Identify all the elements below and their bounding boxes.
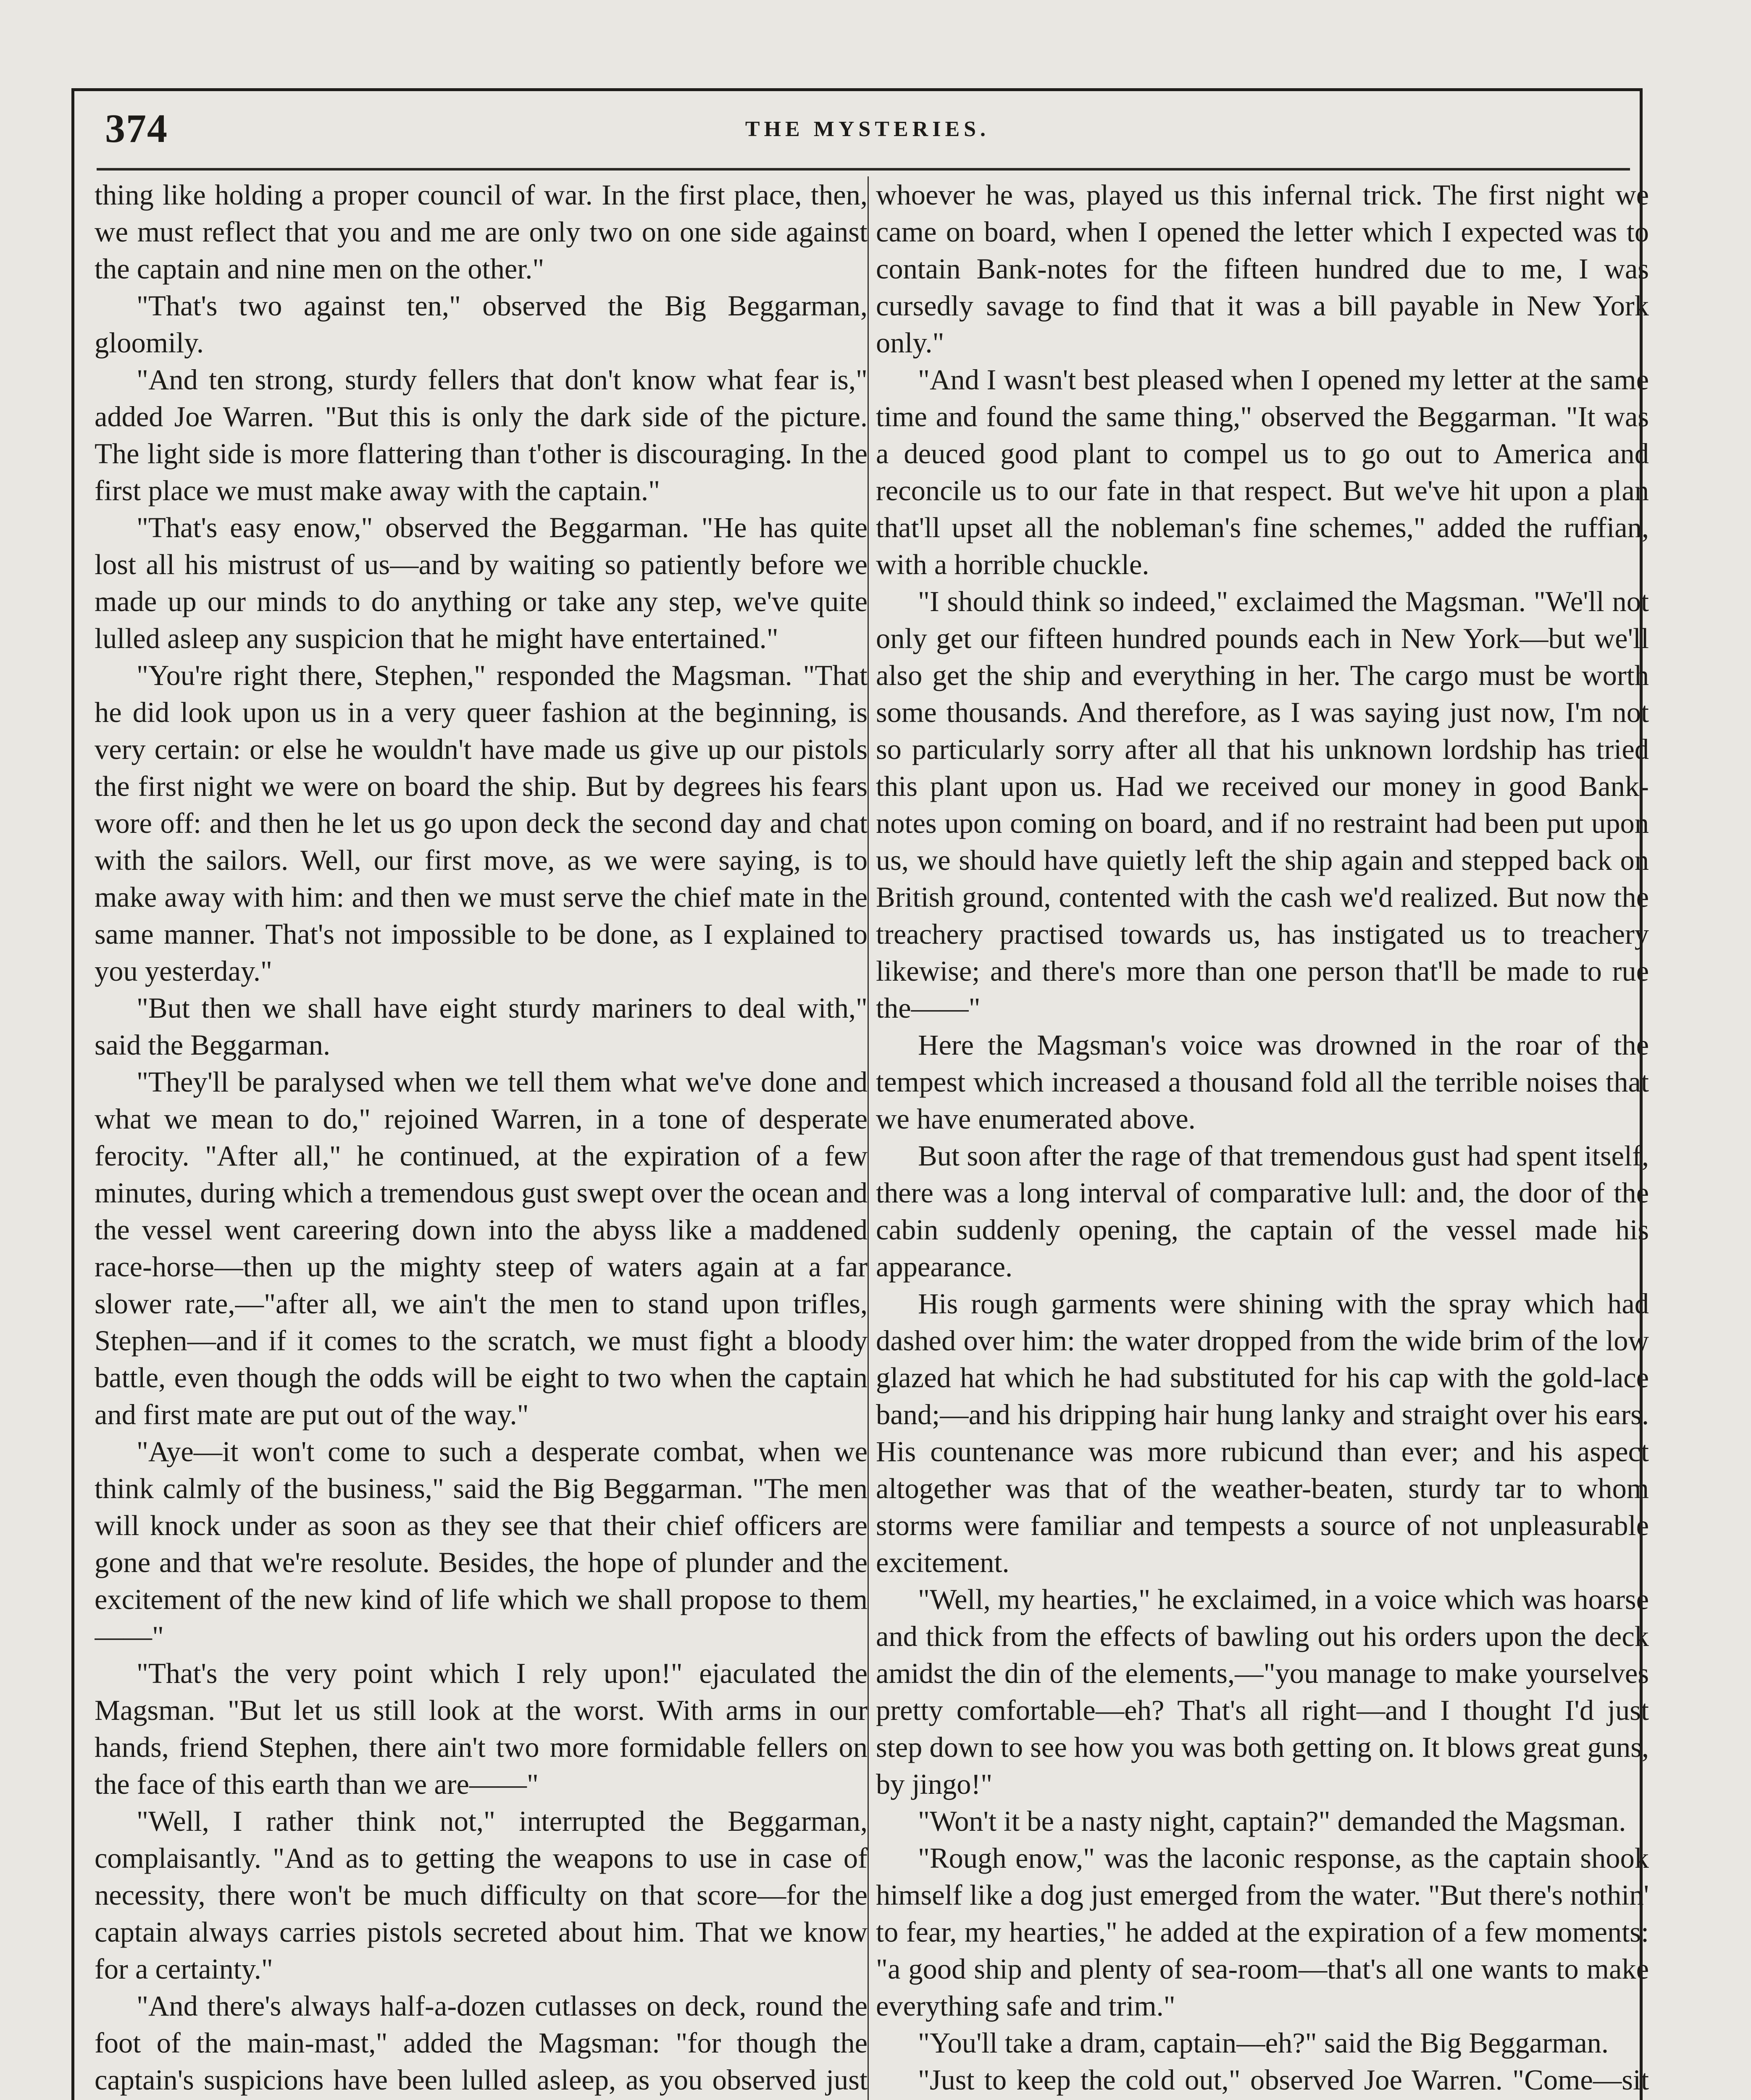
paragraph: "You're right there, Stephen," responded the Magsman. "That he did look upon us in a very queer fashion at the beginning, is very certain: or else he wouldn't have made us give up our pistols the first night we were on board the ship. But by degrees his fears wore off: and then he let us go upon deck the second day and chat with the sailors. Well, our first move, as we were saying, is to make away with him: and then we must serve the chief mate in the same manner. That's not impossible to be done, as I explained to you yesterday." bbox=[95, 659, 868, 987]
page-number: 374 bbox=[105, 106, 168, 151]
running-title: THE MYSTERIES. bbox=[745, 117, 990, 141]
paragraph: "They'll be paralysed when we tell them what we've done and what we mean to do," rejoined Warren, in a tone of desperate ferocity. "After all," he continued, at the expiration of a few minutes, during which a tremendous gust swept over the ocean and the vessel went careering down into the abyss like a maddened race-horse—then up the mighty steep of waters again at a far slower rate,—"after all, we ain't the men to stand upon trifles, Stephen—and if it comes to the scratch, we must fight a bloody battle, even though the odds will be eight to two when the captain and first mate are put out of the way." bbox=[95, 1066, 868, 1431]
paragraph: "I should think so indeed," exclaimed the Magsman. "We'll not only get our fifteen hundred pounds each in New York—but we'll also get the ship and everything in her. The cargo must be worth some thousands. And therefore, as I was saying just now, I'm not so particularly sorry after all that his unknown lordship has tried this plant upon us. Had we received our money in good Bank-notes upon coming on board, and if no restraint had been put upon us, we should have quietly left the ship again and stepped back on British ground, contented with the cash we'd realized. But now the treachery practised towards us, has instigated us to treachery likewise; and there's more than one person that'll be made to rue the——" bbox=[876, 585, 1649, 1024]
header-rule bbox=[97, 168, 1630, 171]
paragraph: "Rough enow," was the laconic response, as the captain shook himself like a dog just emerged from the water. "But there's nothin' to fear, my hearties," he added at the expiration of a few moments: "a good ship and plenty of sea-room—that's all one wants to make everything safe and trim." bbox=[876, 1842, 1649, 2022]
text-column-left bbox=[95, 176, 868, 2100]
paragraph: "Won't it be a nasty night, captain?" demanded the Magsman. bbox=[918, 1805, 1626, 1837]
paragraph: "That's two against ten," observed the Big Beggarman, gloomily. bbox=[95, 290, 868, 359]
paragraph: "That's easy enow," observed the Beggarman. "He has quite lost all his mistrust of us—and by waiting so patiently before we made up our minds to do anything or take any step, we've quite lulled asleep any suspicion that he might have entertained." bbox=[95, 512, 868, 654]
paragraph: "Well, my hearties," he exclaimed, in a voice which was hoarse and thick from the effects of bawling out his orders upon the deck amidst the din of the elements,—"you manage to make yourselves pretty comfortable—eh? That's all right—and I thought I'd just step down to see how you was both getting on. It blows great guns, by jingo!" bbox=[876, 1583, 1649, 1800]
paragraph: "You'll take a dram, captain—eh?" said the Big Beggarman. bbox=[918, 2027, 1609, 2059]
paragraph: "Aye—it won't come to such a desperate combat, when we think calmly of the business," said the Big Beggarman. "The men will knock under as soon as they see that their chief officers are gone and that we're resolute. Besides, the hope of plunder and the excitement of the new kind of life which we shall propose to them——" bbox=[95, 1436, 868, 1652]
paragraph: "Well, I rather think not," interrupted the Beggarman, complaisantly. "And as to getting the weapons to use in case of necessity, there won't be much difficulty on that score—for the captain always carries pistols secreted about him. That we know for a certainty." bbox=[95, 1805, 868, 1985]
text-column-right bbox=[876, 176, 1649, 2100]
paragraph: "But then we shall have eight sturdy mariners to deal with," said the Beggarman. bbox=[95, 992, 868, 1061]
paragraph: "And I wasn't best pleased when I opened my letter at the same time and found the same thing," observed the Beggarman. "It was a deuced good plant to compel us to go out to America and reconcile us to our fate in that respect. But we've hit upon a plan that'll upset all the nobleman's fine schemes," added the ruffian, with a horrible chuckle. bbox=[876, 364, 1649, 580]
page-header bbox=[105, 105, 1630, 160]
paragraph: whoever he was, played us this infernal trick. The first night we came on board, when I opened the letter which I expected was to contain Bank-notes for the fifteen hundred due to me, I was cursedly savage to find that it was a bill payable in New York only." bbox=[876, 179, 1649, 359]
paragraph: His rough garments were shining with the spray which had dashed over him: the water dropped from the wide brim of the low glazed hat which he had substituted for his cap with the gold-lace band;—and his dripping hair hung lanky and straight over his ears. His countenance was more rubicund than ever; and his aspect altogether was that of the weather-beaten, sturdy tar to whom storms were familiar and tempests a source of not unpleasurable excitement. bbox=[876, 1288, 1649, 1578]
paragraph: But soon after the rage of that tremendous gust had spent itself, there was a long interval of comparative lull: and, the door of the cabin suddenly opening, the captain of the vessel made his appearance. bbox=[876, 1140, 1649, 1283]
paragraph: "And ten strong, sturdy fellers that don't know what fear is," added Joe Warren. "But this is only the dark side of the picture. The light side is more flattering than t'other is discouraging. In the first place we must make away with the captain." bbox=[95, 364, 868, 507]
paragraph: Here the Magsman's voice was drowned in the roar of the tempest which increased a thousand fold all the terrible noises that we have enumerated above. bbox=[876, 1029, 1649, 1135]
paragraph: thing like holding a proper council of war. In the first place, then, we must reflect that you and me are only two on one side against the captain and nine men on the other." bbox=[95, 179, 868, 285]
paragraph: "Just to keep the cold out," observed Joe Warren. "Come—sit bbox=[918, 2064, 1649, 2096]
column-divider bbox=[868, 176, 869, 2100]
paragraph: "And there's always half-a-dozen cutlasses on deck, round the foot of the main-mast," added the Magsman: "for though the captain's suspicions have been lulled asleep, as you observed just bbox=[95, 1990, 868, 2096]
paragraph: "That's the very point which I rely upon!" ejaculated the Magsman. "But let us still look at the worst. With arms in our hands, friend Stephen, there ain't two more formidable fellers on the face of this earth than we are——" bbox=[95, 1657, 868, 1800]
